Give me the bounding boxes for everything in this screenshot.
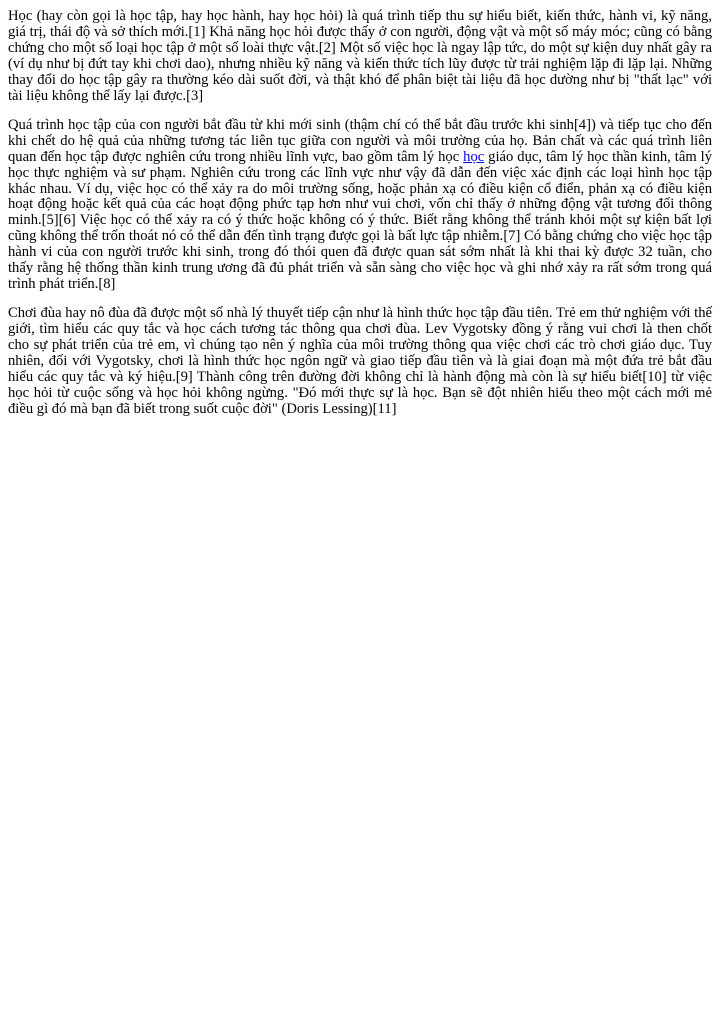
paragraph-definition: Học (hay còn gọi là học tập, hay học hành, hay học hỏi) là quá trình tiếp thu sự hiểu biết, kiến thức, hành vi, kỹ năng, giá trị, thái độ và sở thích mới.[1] Khả năng học hỏi được thấy ở con người, động vật và một số máy móc; cũng có bằng chứng cho một số loại học tập ở một số loài thực vật.[2] Một số việc học là ngay lập tức, do một sự kiện duy nhất gây ra (ví dụ như bị đứt tay khi chơi dao), nhưng nhiều kỹ năng và kiến thức tích lũy được từ trải nghiệm lặp đi lặp lại. Những thay đổi do học tập gây ra thường kéo dài suốt đời, và thật khó để phân biệt tài liệu đã học dường như bị "thất lạc" với tài liệu không thể lấy lại được.[3] — [8, 8, 712, 104]
link-hoc[interactable]: học — [463, 148, 485, 165]
paragraph-text-segment: giáo dục, tâm lý học thần kinh, tâm lý học thực nghiệm và sư phạm. Nghiên cứu trong các lĩnh vực như vậy đã dẫn đến việc xác định các loại hình học tập khác nhau. Ví dụ, việc học có thể xảy ra do môi trường sống, hoặc phản xạ có điều kiện cổ điển, phản xạ có điều kiện hoạt động hoặc kết quả của các hoạt động phức tạp hơn như vui chơi, vốn chỉ thấy ở những động vật tương đối thông minh.[5][6] Việc học có thể xảy ra có ý thức hoặc không có ý thức. Biết rằng không thể tránh khỏi một sự kiện bất lợi cũng không thể trốn thoát nó có thể dẫn đến tình trạng được gọi là bất lực tập nhiễm.[7] Có bằng chứng cho việc học tập hành vi của con người trước khi sinh, trong đó thói quen đã được quan sát sớm nhất là khi thai kỳ được 32 tuần, cho thấy rằng hệ thống thần kinh trung ương đã đủ phát triển và sẵn sàng cho việc học và ghi nhớ xảy ra rất sớm trong quá trình phát triển.[8] — [8, 148, 712, 292]
paragraph-text-segment: Quá trình học tập của con người bắt đầu từ khi mới sinh (thậm chí có thể bắt đầu trước khi sinh[4]) và tiếp tục cho đến khi chết do hệ quả của những tương tác liên tục giữa con người và môi trường của họ. Bản chất và các quá trình liên quan đến học tập được nghiên cứu trong nhiều lĩnh vực, bao gồm tâm lý học — [8, 116, 712, 165]
paragraph-human-learning — [8, 118, 712, 293]
paragraph-play-learning: Chơi đùa hay nô đùa đã được một số nhà lý thuyết tiếp cận như là hình thức học tập đầu tiên. Trẻ em thử nghiệm với thế giới, tìm hiểu các quy tắc và học cách tương tác thông qua chơi đùa. Lev Vygotsky đồng ý rằng vui chơi là then chốt cho sự phát triển của trẻ em, vì chúng tạo nên ý nghĩa của môi trường thông qua việc chơi các trò chơi giáo dục. Tuy nhiên, đối với Vygotsky, chơi là hình thức học ngôn ngữ và giao tiếp đầu tiên và là giai đoạn mà một đứa trẻ bắt đầu hiểu các quy tắc và ký hiệu.[9] Thành công trên đường đời không chỉ là hành động mà còn là sự hiểu biết[10] từ việc học hỏi từ cuộc sống và học hỏi không ngừng. "Đó mới thực sự là học. Bạn sẽ đột nhiên hiểu theo một cách mới mẻ điều gì đó mà bạn đã biết trong suốt cuộc đời" (Doris Lessing)[11] — [8, 305, 712, 417]
document-page — [0, 0, 720, 418]
